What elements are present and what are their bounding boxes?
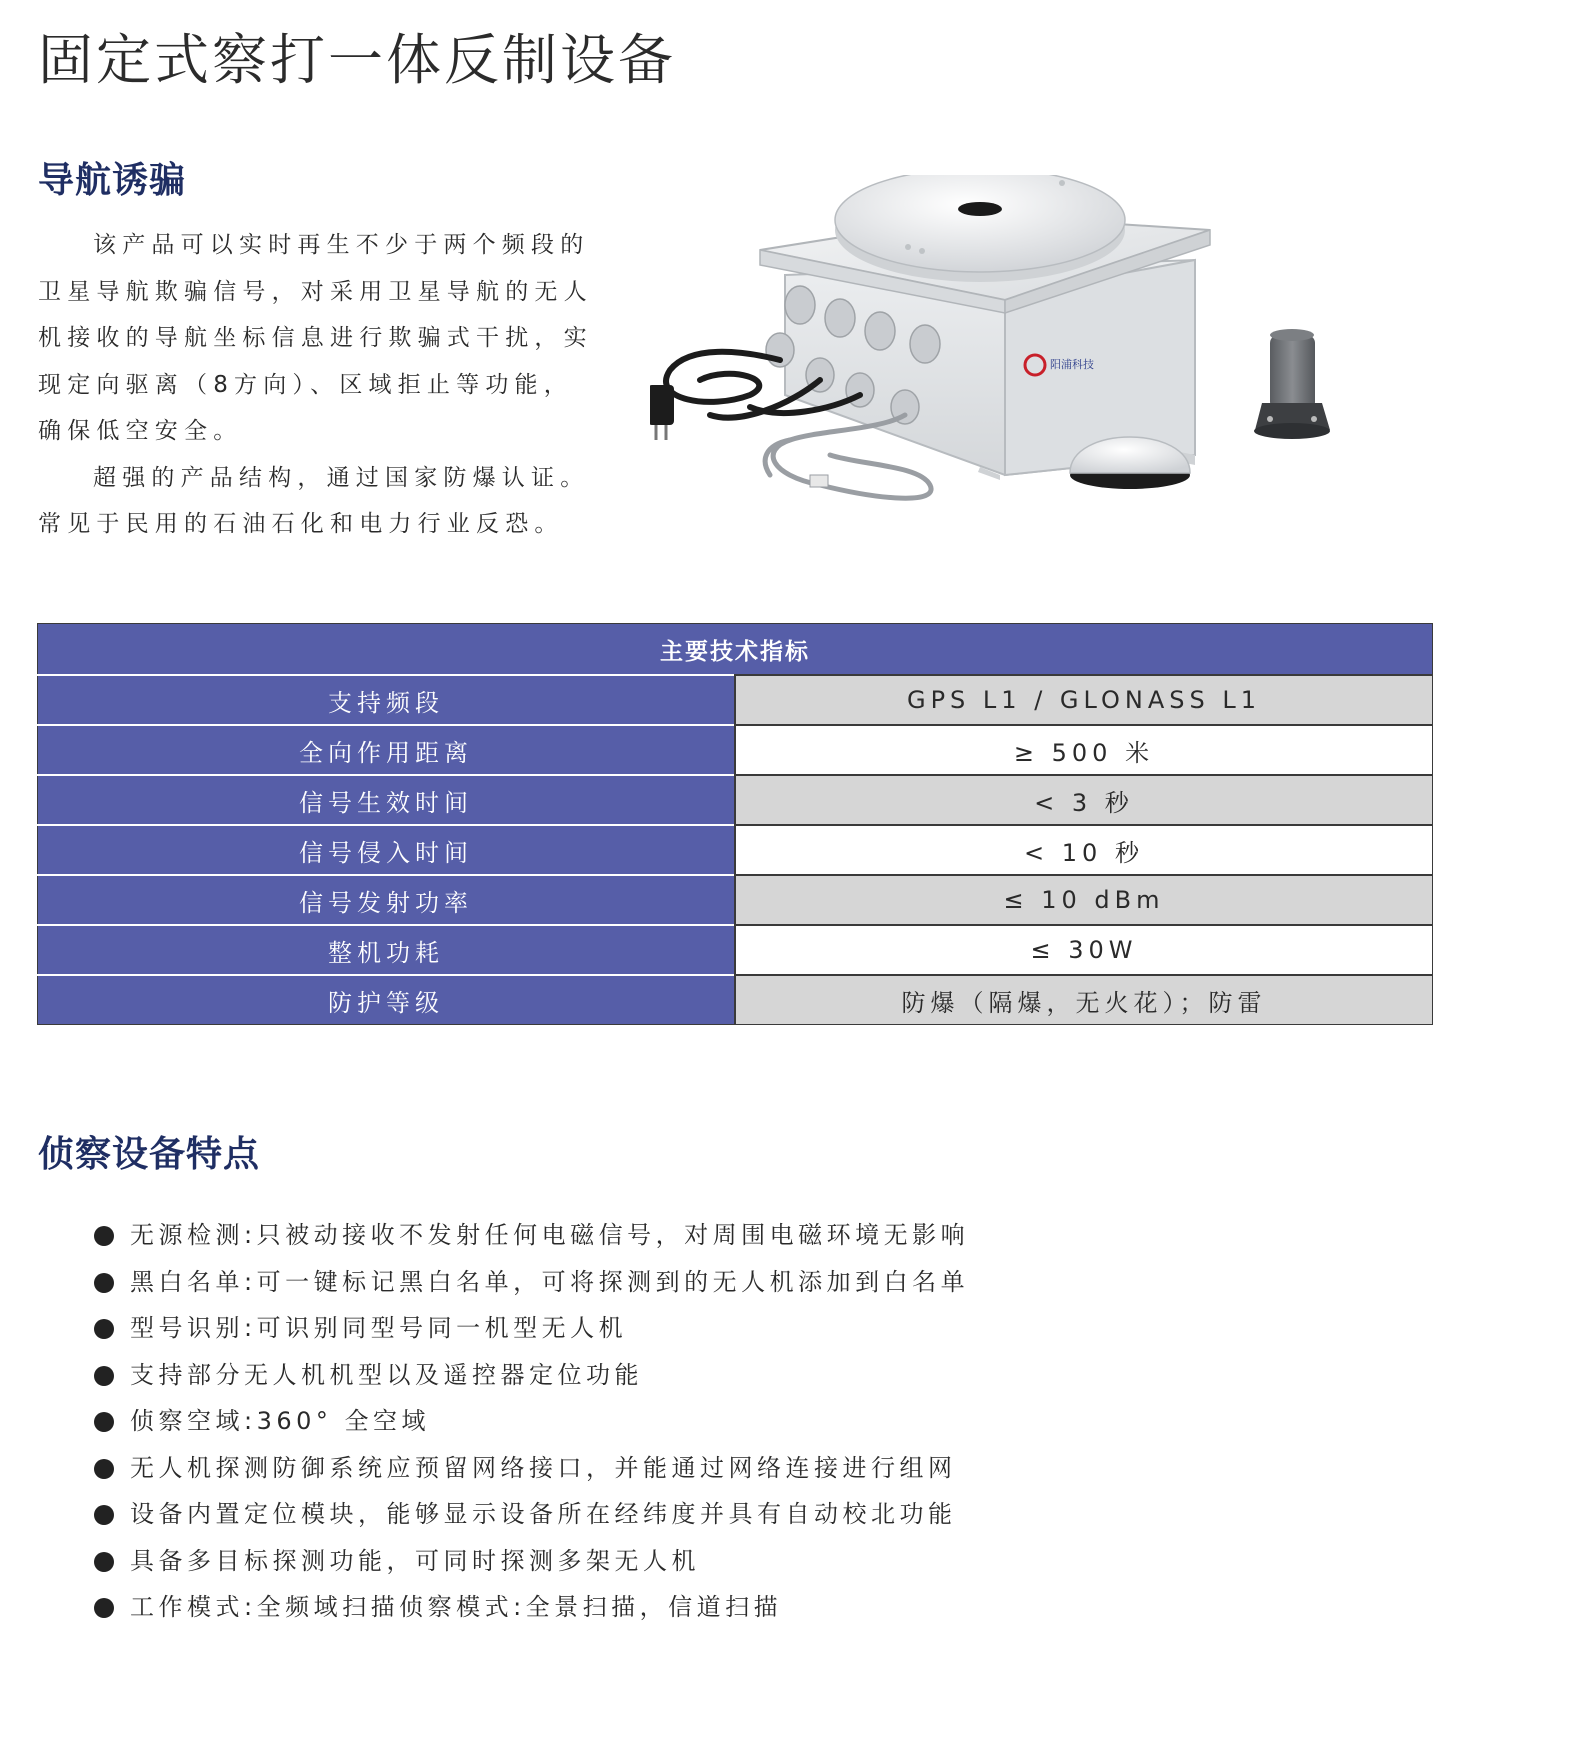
spec-label: 支持频段 [38, 675, 736, 725]
spec-label: 信号发射功率 [38, 875, 736, 925]
product-image [650, 175, 1415, 565]
intro-paragraph: 该产品可以实时再生不少于两个频段的卫星导航欺骗信号，对采用卫星导航的无人机接收的导航坐标信息进行欺骗式干扰，实现定向驱离（8方向）、区域拒止等功能，确保低空安全。 [38, 232, 593, 444]
table-row [38, 775, 1433, 825]
table-row [38, 725, 1433, 775]
spec-value: ≤ 30W [735, 925, 1433, 975]
spec-label: 防护等级 [38, 975, 736, 1025]
intro-paragraph: 超强的产品结构，通过国家防爆认证。常见于民用的石油石化和电力行业反恐。 [38, 464, 590, 537]
page-title: 固定式察打一体反制设备 [38, 28, 677, 92]
table-row [38, 825, 1433, 875]
table-row [38, 925, 1433, 975]
feature-list [92, 1212, 969, 1631]
list-item: 支持部分无人机机型以及遥控器定位功能 [92, 1352, 969, 1399]
intro-text [38, 222, 598, 548]
spec-value: ≤ 10 dBm [735, 875, 1433, 925]
spec-value: < 3 秒 [735, 775, 1433, 825]
stick-antenna [1254, 329, 1330, 439]
spec-label: 信号侵入时间 [38, 825, 736, 875]
spec-label: 全向作用距离 [38, 725, 736, 775]
list-item: 具备多目标探测功能，可同时探测多架无人机 [92, 1538, 969, 1585]
list-item: 无源检测:只被动接收不发射任何电磁信号，对周围电磁环境无影响 [92, 1212, 969, 1259]
list-item: 无人机探测防御系统应预留网络接口，并能通过网络连接进行组网 [92, 1445, 969, 1492]
spec-label: 整机功耗 [38, 925, 736, 975]
section-heading-recon-features: 侦察设备特点 [38, 1134, 261, 1175]
spec-value: 防爆（隔爆，无火花）；防雷 [735, 975, 1433, 1025]
table-row [38, 875, 1433, 925]
spec-table [37, 623, 1433, 1025]
table-row [38, 975, 1433, 1025]
spec-value: < 10 秒 [735, 825, 1433, 875]
spec-value: ≥ 500 米 [735, 725, 1433, 775]
spec-table-header: 主要技术指标 [38, 624, 1433, 676]
table-row [38, 675, 1433, 725]
list-item: 侦察空域:360° 全空域 [92, 1398, 969, 1445]
spec-value: GPS L1 / GLONASS L1 [735, 675, 1433, 725]
list-item: 工作模式:全频域扫描侦察模式:全景扫描，信道扫描 [92, 1584, 969, 1631]
spec-label: 信号生效时间 [38, 775, 736, 825]
svg-text:阳浦科技: 阳浦科技 [1050, 359, 1094, 371]
section-heading-navigation-spoofing: 导航诱骗 [38, 160, 187, 201]
list-item: 黑白名单:可一键标记黑白名单，可将探测到的无人机添加到白名单 [92, 1259, 969, 1306]
list-item: 型号识别:可识别同型号同一机型无人机 [92, 1305, 969, 1352]
list-item: 设备内置定位模块，能够显示设备所在经纬度并具有自动校北功能 [92, 1491, 969, 1538]
